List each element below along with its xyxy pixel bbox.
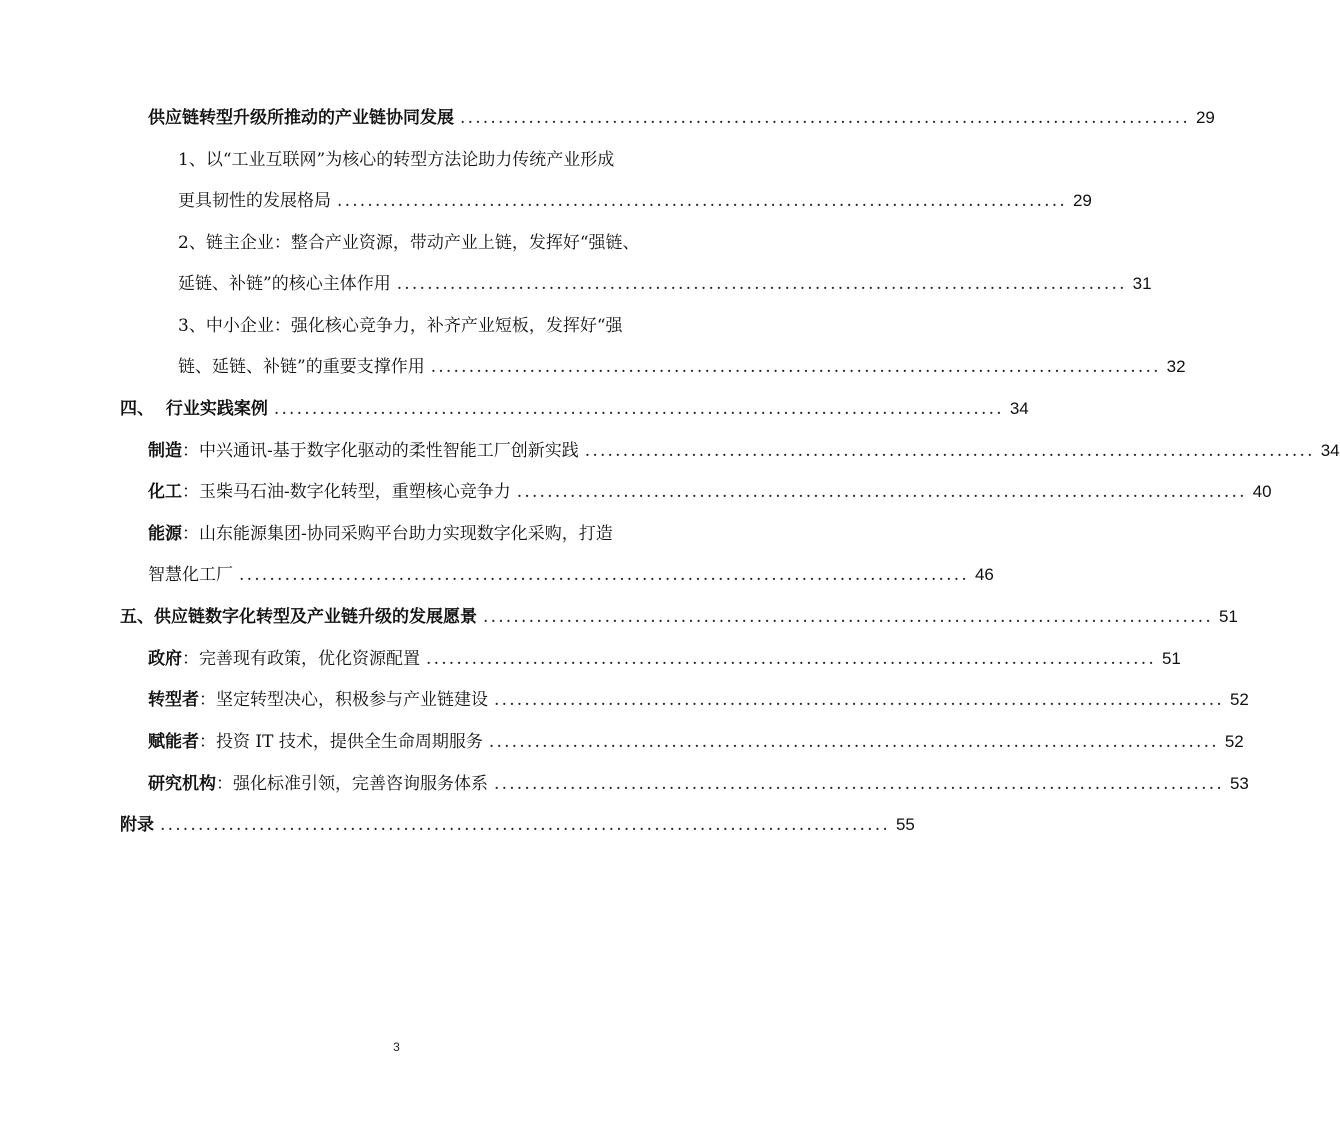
toc-entry-bold: 转型者 <box>148 690 199 710</box>
toc-leader-dots: ................................................................................................ <box>160 815 890 835</box>
toc-entry-text: 2、链主企业：整合产业资源，带动产业上链，发挥好“强链、 <box>178 233 640 253</box>
toc-entry-text: 3、中小企业：强化核心竞争力，补齐产业短板，发挥好“强 <box>178 316 623 336</box>
toc-entry[interactable] <box>148 564 994 586</box>
toc-entry-text: 链、延链、补链”的重要支撑作用 <box>178 357 425 377</box>
toc-leader-dots: ................................................................................................ <box>239 565 969 585</box>
toc-leader-dots: ................................................................................................ <box>494 690 1224 710</box>
toc-page-number: 52 <box>1224 732 1244 751</box>
toc-entry-text: 更具韧性的发展格局 <box>178 191 331 211</box>
toc-entry[interactable] <box>148 481 1272 503</box>
toc-entry-bold: 制造 <box>148 441 182 461</box>
toc-page-number: 53 <box>1229 774 1249 793</box>
toc-entry[interactable] <box>178 149 673 171</box>
toc-entry[interactable] <box>148 731 1244 753</box>
toc-entry[interactable] <box>148 689 1249 711</box>
toc-page-number: 34 <box>1009 399 1029 418</box>
toc-entry[interactable] <box>148 648 1181 670</box>
toc-page-number: 51 <box>1218 607 1238 626</box>
toc-entry-bold: 政府 <box>148 649 182 669</box>
toc-page-number: 31 <box>1132 274 1152 293</box>
toc-page-number: 29 <box>1072 191 1092 210</box>
toc-page-number: 40 <box>1252 482 1272 501</box>
toc-page-number: 51 <box>1161 649 1181 668</box>
toc-entry[interactable] <box>148 523 673 545</box>
page-number: 3 <box>393 1040 400 1054</box>
toc-entry[interactable] <box>148 773 1249 795</box>
toc-entry-text: 1、以“工业互联网”为核心的转型方法论助力传统产业形成 <box>178 150 615 170</box>
toc-page-number: 32 <box>1166 357 1186 376</box>
toc-entry[interactable] <box>120 606 1238 628</box>
toc-entry[interactable] <box>178 273 1152 295</box>
toc-entry-bold: 附录 <box>120 815 154 835</box>
toc-leader-dots: ................................................................................................ <box>516 482 1247 502</box>
toc-entry[interactable] <box>178 315 673 337</box>
toc-entry-text: ：强化标准引领，完善咨询服务体系 <box>216 774 488 794</box>
toc-entry-text: ：投资 IT 技术，提供全生命周期服务 <box>199 732 483 752</box>
toc-entry[interactable] <box>148 440 1340 462</box>
toc-entry-bold: 五、供应链数字化转型及产业链升级的发展愿景 <box>120 607 477 627</box>
toc-leader-dots: ................................................................................................ <box>483 607 1213 627</box>
toc-page-number: 52 <box>1229 690 1249 709</box>
toc-entry-text: ：坚定转型决心，积极参与产业链建设 <box>199 690 488 710</box>
toc-leader-dots: ................................................................................................ <box>460 108 1190 128</box>
toc-entry-bold: 供应链转型升级所推动的产业链协同发展 <box>148 108 454 128</box>
toc-entry-text: ：玉柴马石油-数字化转型，重塑核心竞争力 <box>182 482 511 502</box>
toc-leader-dots: ................................................................................................ <box>426 649 1156 669</box>
toc-leader-dots: ................................................................................................ <box>396 274 1127 294</box>
toc-leader-dots: ................................................................................................ <box>584 441 1315 461</box>
toc-entry-text: 延链、补链”的核心主体作用 <box>178 274 391 294</box>
toc-entry-bold: 化工 <box>148 482 182 502</box>
toc-entry-text: 智慧化工厂 <box>148 565 233 585</box>
toc-page-number: 46 <box>974 565 994 584</box>
toc-entry[interactable] <box>178 232 673 254</box>
toc-leader-dots: ................................................................................................ <box>488 732 1219 752</box>
toc-leader-dots: ................................................................................................ <box>273 399 1004 419</box>
toc-entry-text: ：山东能源集团-协同采购平台助力实现数字化采购，打造 <box>182 524 613 544</box>
toc-entry[interactable] <box>178 356 1186 378</box>
toc-page-number: 34 <box>1320 441 1340 460</box>
toc-entry-text: ：完善现有政策，优化资源配置 <box>182 649 420 669</box>
toc-entry-text: ：中兴通讯-基于数字化驱动的柔性智能工厂创新实践 <box>182 441 579 461</box>
toc-leader-dots: ................................................................................................ <box>494 774 1224 794</box>
toc-entry-bold: 能源 <box>148 524 182 544</box>
toc-entry-bold: 赋能者 <box>148 732 199 752</box>
toc-entry[interactable] <box>120 814 915 836</box>
toc-entry[interactable] <box>120 398 1029 420</box>
toc-leader-dots: ................................................................................................ <box>430 357 1161 377</box>
toc-entry[interactable] <box>148 107 1215 129</box>
toc-entry[interactable] <box>178 190 1092 212</box>
toc-entry-bold: 四、 行业实践案例 <box>120 399 268 419</box>
toc-page-number: 29 <box>1195 108 1215 127</box>
toc-entry-bold: 研究机构 <box>148 774 216 794</box>
toc-page-number: 55 <box>895 815 915 834</box>
toc-leader-dots: ................................................................................................ <box>337 191 1067 211</box>
